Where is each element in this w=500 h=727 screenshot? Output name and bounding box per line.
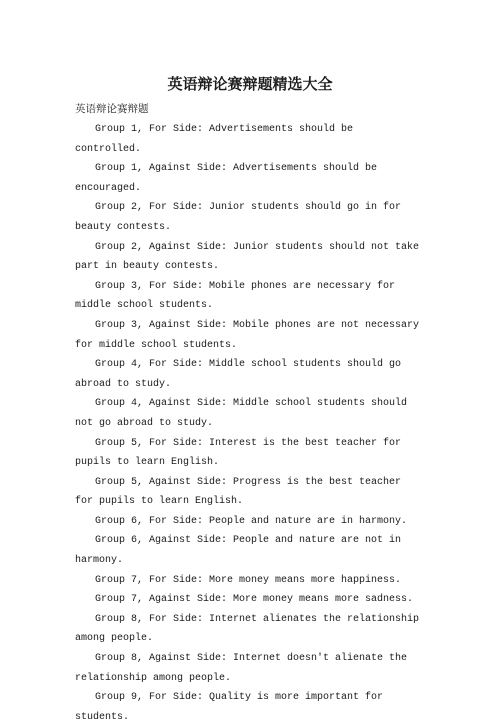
- paragraph: Group 2, For Side: Junior students should go in for beauty contests.: [75, 202, 402, 233]
- paragraph: Group 5, Against Side: Progress is the best teacher for pupils to learn English.: [75, 476, 402, 508]
- paragraph: Group 6, Against Side: People and nature are not in harmony.: [75, 535, 402, 567]
- paragraph: Group 3, Against Side: Mobile phones are not necessary for middle school students.: [75, 319, 420, 351]
- paragraph: Group 7, For Side: More money means more happiness.: [95, 574, 402, 586]
- paragraph: Group 4, For Side: Middle school students should go abroad to study.: [75, 359, 402, 390]
- paragraph: Group 1, For Side: Advertisements should be controlled.: [75, 124, 354, 155]
- paragraph: Group 2, Against Side: Junior students should not take part in beauty contests.: [75, 241, 420, 273]
- paragraph: Group 7, Against Side: More money means more sadness.: [95, 594, 414, 606]
- paragraph: Group 3, For Side: Mobile phones are necessary for middle school students.: [75, 280, 396, 312]
- paragraph: Group 1, Against Side: Advertisements should be encouraged.: [75, 163, 378, 194]
- paragraph: Group 6, For Side: People and nature are in harmony.: [95, 515, 408, 527]
- paragraph: Group 8, For Side: Internet alienates the relationship among people.: [75, 613, 420, 645]
- paragraph: Group 4, Against Side: Middle school students should not go abroad to study.: [75, 398, 408, 429]
- paragraph: Group 9, For Side: Quality is more important for students.: [75, 692, 384, 723]
- document-title: 英语辩论赛辩题精选大全: [167, 75, 333, 93]
- document-body: [75, 120, 425, 727]
- paragraph: Group 5, For Side: Interest is the best teacher for pupils to learn English.: [75, 437, 402, 469]
- document-subtitle: 英语辩论赛辩题: [75, 103, 149, 115]
- paragraph: Group 8, Against Side: Internet doesn't alienate the relationship among people.: [75, 653, 408, 684]
